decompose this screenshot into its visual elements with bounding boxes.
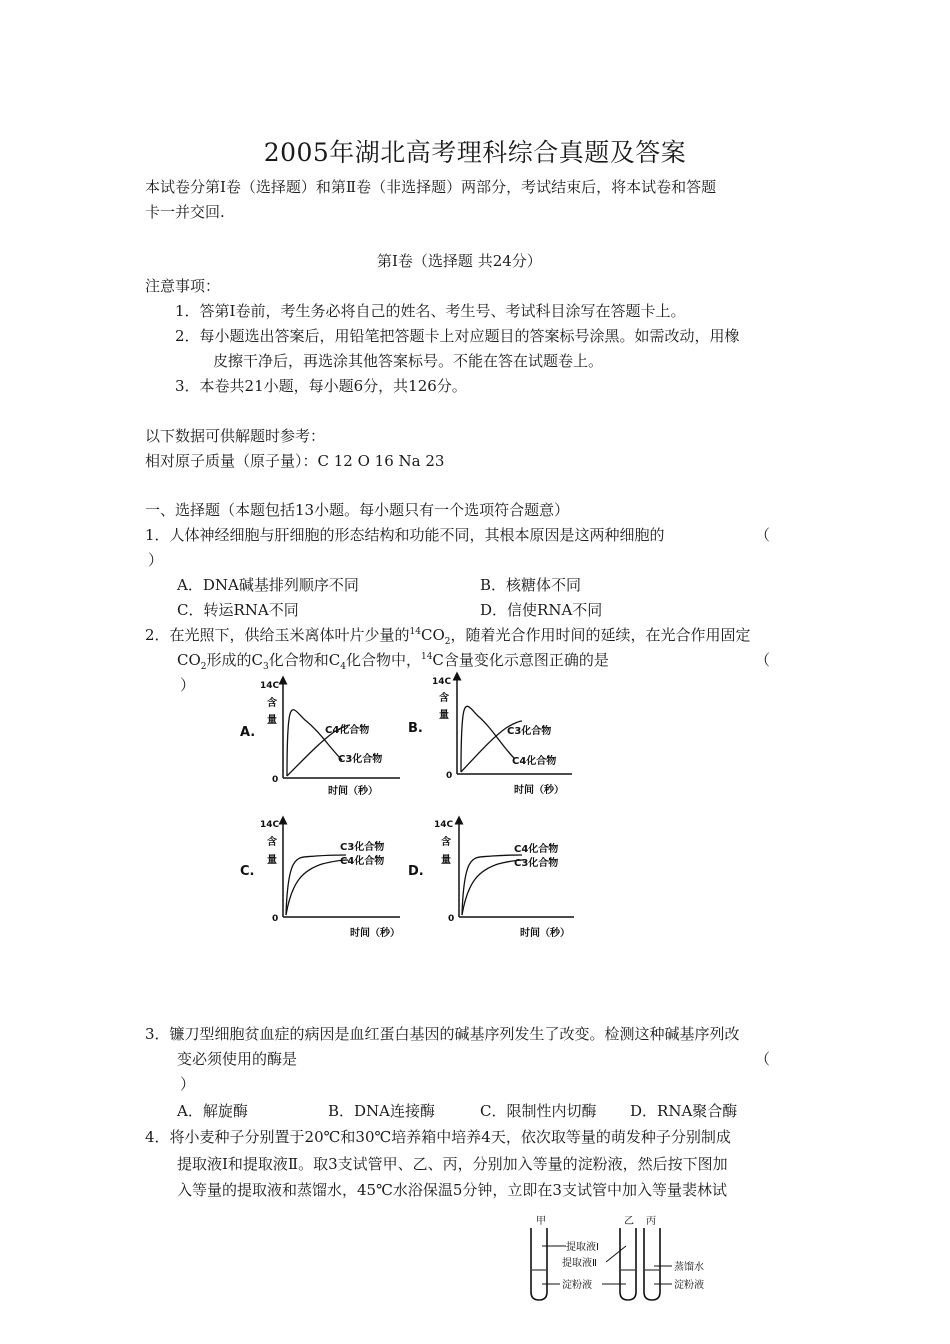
q2-line-1-sup: 14 xyxy=(409,627,421,637)
tube-label-yi: 乙 xyxy=(624,1216,634,1227)
graph-a-y-char2: 量 xyxy=(267,715,277,726)
q4-line-2: 提取液Ⅰ和提取液Ⅱ。取3支试管甲、乙、丙，分别加入等量的淀粉液，然后按下图加 xyxy=(177,1155,728,1173)
graph-d-c3-label: C3化合物 xyxy=(514,858,559,869)
section-header: 第Ⅰ卷（选择题 共24分） xyxy=(377,252,542,270)
q1-option-b: B．核糖体不同 xyxy=(480,576,582,594)
q2-line-2-d: 化合物中， xyxy=(345,651,421,669)
reference-line-2: 相对原子质量（原子量）：C 12 O 16 Na 23 xyxy=(145,452,445,470)
q4-test-tubes-figure xyxy=(520,1212,740,1304)
graph-c-y-char1: 含 xyxy=(267,837,277,848)
q2-line-2 xyxy=(177,648,609,672)
q3-option-c: C．限制性内切酶 xyxy=(480,1102,597,1120)
q3-paren-close: ） xyxy=(180,1075,196,1093)
q1-paren-close: ） xyxy=(148,551,164,569)
graph-b-y-char2: 量 xyxy=(439,710,449,721)
label-extract2: 提取液Ⅱ xyxy=(562,1258,597,1269)
q2-line-1-a: 2．在光照下，供给玉米离体叶片少量的 xyxy=(145,626,410,644)
graph-c-y-char2: 量 xyxy=(267,855,277,866)
q2-paren-close: ） xyxy=(180,676,196,694)
page-title: 2005年湖北高考理科综合真题及答案 xyxy=(263,138,687,167)
notes-heading: 注意事项： xyxy=(145,277,221,295)
graph-d-label: D. xyxy=(408,864,424,879)
intro-line-1: 本试卷分第Ⅰ卷（选择题）和第Ⅱ卷（非选择题）两部分，考试结束后，将本试卷和答题 xyxy=(145,178,717,196)
label-extract1: 提取液Ⅰ xyxy=(566,1242,599,1253)
graph-b-y-char1: 含 xyxy=(439,693,449,704)
tube-jia xyxy=(531,1228,547,1300)
label-water: 蒸馏水 xyxy=(674,1262,704,1273)
q1-option-d: D．信使RNA不同 xyxy=(480,601,603,619)
q1-paren-open: （ xyxy=(755,526,771,544)
q2-graphs xyxy=(230,670,610,950)
q4-line-1: 4．将小麦种子分别置于20℃和30℃培养箱中培养4天，依次取等量的萌发种子分别制成 xyxy=(145,1128,731,1146)
graph-c-label: C. xyxy=(240,864,255,879)
q1-option-c: C．转运RNA不同 xyxy=(177,601,299,619)
graph-c-c4-curve xyxy=(286,860,348,915)
label-starch-left: 淀粉液 xyxy=(562,1280,592,1291)
q2-line-1-b: CO xyxy=(421,626,445,644)
graph-c xyxy=(240,820,400,939)
note-item-2-line-2: 皮擦干净后，再选涂其他答案标号。不能在答在试题卷上。 xyxy=(213,352,604,370)
q2-line-2-a: CO xyxy=(177,651,201,669)
label-starch-right: 淀粉液 xyxy=(674,1280,704,1291)
graph-c-c3-label: C3化合物 xyxy=(340,842,385,853)
graph-b xyxy=(408,676,572,796)
q3-option-a: A．解旋酶 xyxy=(177,1102,248,1120)
graph-b-y-label: 14C xyxy=(432,677,452,687)
graph-d-origin: 0 xyxy=(448,914,455,924)
graph-a-label: A. xyxy=(240,725,256,740)
graph-c-origin: 0 xyxy=(272,914,279,924)
graph-c-y-label: 14C xyxy=(260,820,280,830)
graph-d-y-label: 14C xyxy=(434,820,454,830)
graph-d-c4-label: C4化合物 xyxy=(514,844,559,855)
graph-d-y-char2: 量 xyxy=(441,855,451,866)
q3-option-d: D．RNA聚合酶 xyxy=(630,1102,738,1120)
note-item-1: 1．答第Ⅰ卷前，考生务必将自己的姓名、考生号、考试科目涂写在答题卡上。 xyxy=(175,302,686,320)
q1-option-a: A．DNA碱基排列顺序不同 xyxy=(177,576,359,594)
graph-d xyxy=(408,820,574,939)
graph-c-c4-label: C4化合物 xyxy=(340,856,385,867)
graph-b-label: B. xyxy=(408,721,423,736)
q3-line-1: 3．镰刀型细胞贫血症的病因是血红蛋白基因的碱基序列发生了改变。检测这种碱基序列改 xyxy=(145,1025,740,1043)
q2-line-2-b: 形成的C xyxy=(206,651,263,669)
graph-a xyxy=(240,680,400,797)
intro-line-2: 卡一并交回. xyxy=(145,203,225,221)
note-item-3: 3．本卷共21小题，每小题6分，共126分。 xyxy=(175,377,467,395)
graph-c-x-label: 时间（秒） xyxy=(350,928,400,939)
graph-b-x-label: 时间（秒） xyxy=(514,785,564,796)
graph-a-c3-label: C3化合物 xyxy=(338,754,383,765)
graph-a-c4-label: C4化合物 xyxy=(325,725,370,736)
graph-b-c3-label: C3化合物 xyxy=(507,726,552,737)
graph-a-y-char1: 含 xyxy=(267,698,277,709)
q2-line-2-sub2: 3 xyxy=(263,662,269,672)
q2-line-2-sub3: 4 xyxy=(340,662,346,672)
q2-paren-open: （ xyxy=(755,651,771,669)
graph-b-c3-curve xyxy=(461,706,514,772)
q2-line-1-sub: 2 xyxy=(444,637,451,647)
q2-line-1-c: ，随着光合作用时间的延续，在光合作用固定 xyxy=(450,626,751,644)
reference-line-1: 以下数据可供解题时参考： xyxy=(145,427,326,445)
tube-label-bing: 丙 xyxy=(646,1216,656,1227)
graph-a-c4-curve xyxy=(287,710,342,776)
tube-yi xyxy=(620,1228,636,1300)
tube-bing xyxy=(644,1228,660,1300)
q2-line-1 xyxy=(145,623,751,647)
q2-line-2-sup: 14 xyxy=(420,652,433,662)
q2-line-2-sub1: 2 xyxy=(200,662,207,672)
part-header: 一、选择题（本题包括13小题。每小题只有一个选项符合题意） xyxy=(145,501,570,519)
q4-line-3: 入等量的提取液和蒸馏水，45℃水浴保温5分钟，立即在3支试管中加入等量裴林试 xyxy=(177,1181,727,1199)
graph-d-y-char1: 含 xyxy=(441,837,451,848)
q1-stem: 1．人体神经细胞与肝细胞的形态结构和功能不同，其根本原因是这两种细胞的 xyxy=(145,526,665,544)
graph-b-origin: 0 xyxy=(446,771,453,781)
q2-line-2-e: C含量变化示意图正确的是 xyxy=(432,651,609,669)
q3-paren-open: （ xyxy=(755,1050,771,1068)
graph-a-y-label: 14C xyxy=(260,681,280,691)
graph-d-x-label: 时间（秒） xyxy=(520,928,570,939)
q3-option-b: B．DNA连接酶 xyxy=(328,1102,436,1120)
q3-line-2: 变必须使用的酶是 xyxy=(177,1050,298,1068)
leader-extract2 xyxy=(606,1246,626,1262)
graph-a-origin: 0 xyxy=(272,775,279,785)
graph-a-x-label: 时间（秒） xyxy=(328,786,378,797)
tube-label-jia: 甲 xyxy=(536,1216,546,1227)
q2-line-2-c: 化合物和C xyxy=(268,651,341,669)
graph-b-c4-label: C4化合物 xyxy=(512,756,557,767)
note-item-2-line-1: 2．每小题选出答案后，用铅笔把答题卡上对应题目的答案标号涂黑。如需改动，用橡 xyxy=(175,327,740,345)
